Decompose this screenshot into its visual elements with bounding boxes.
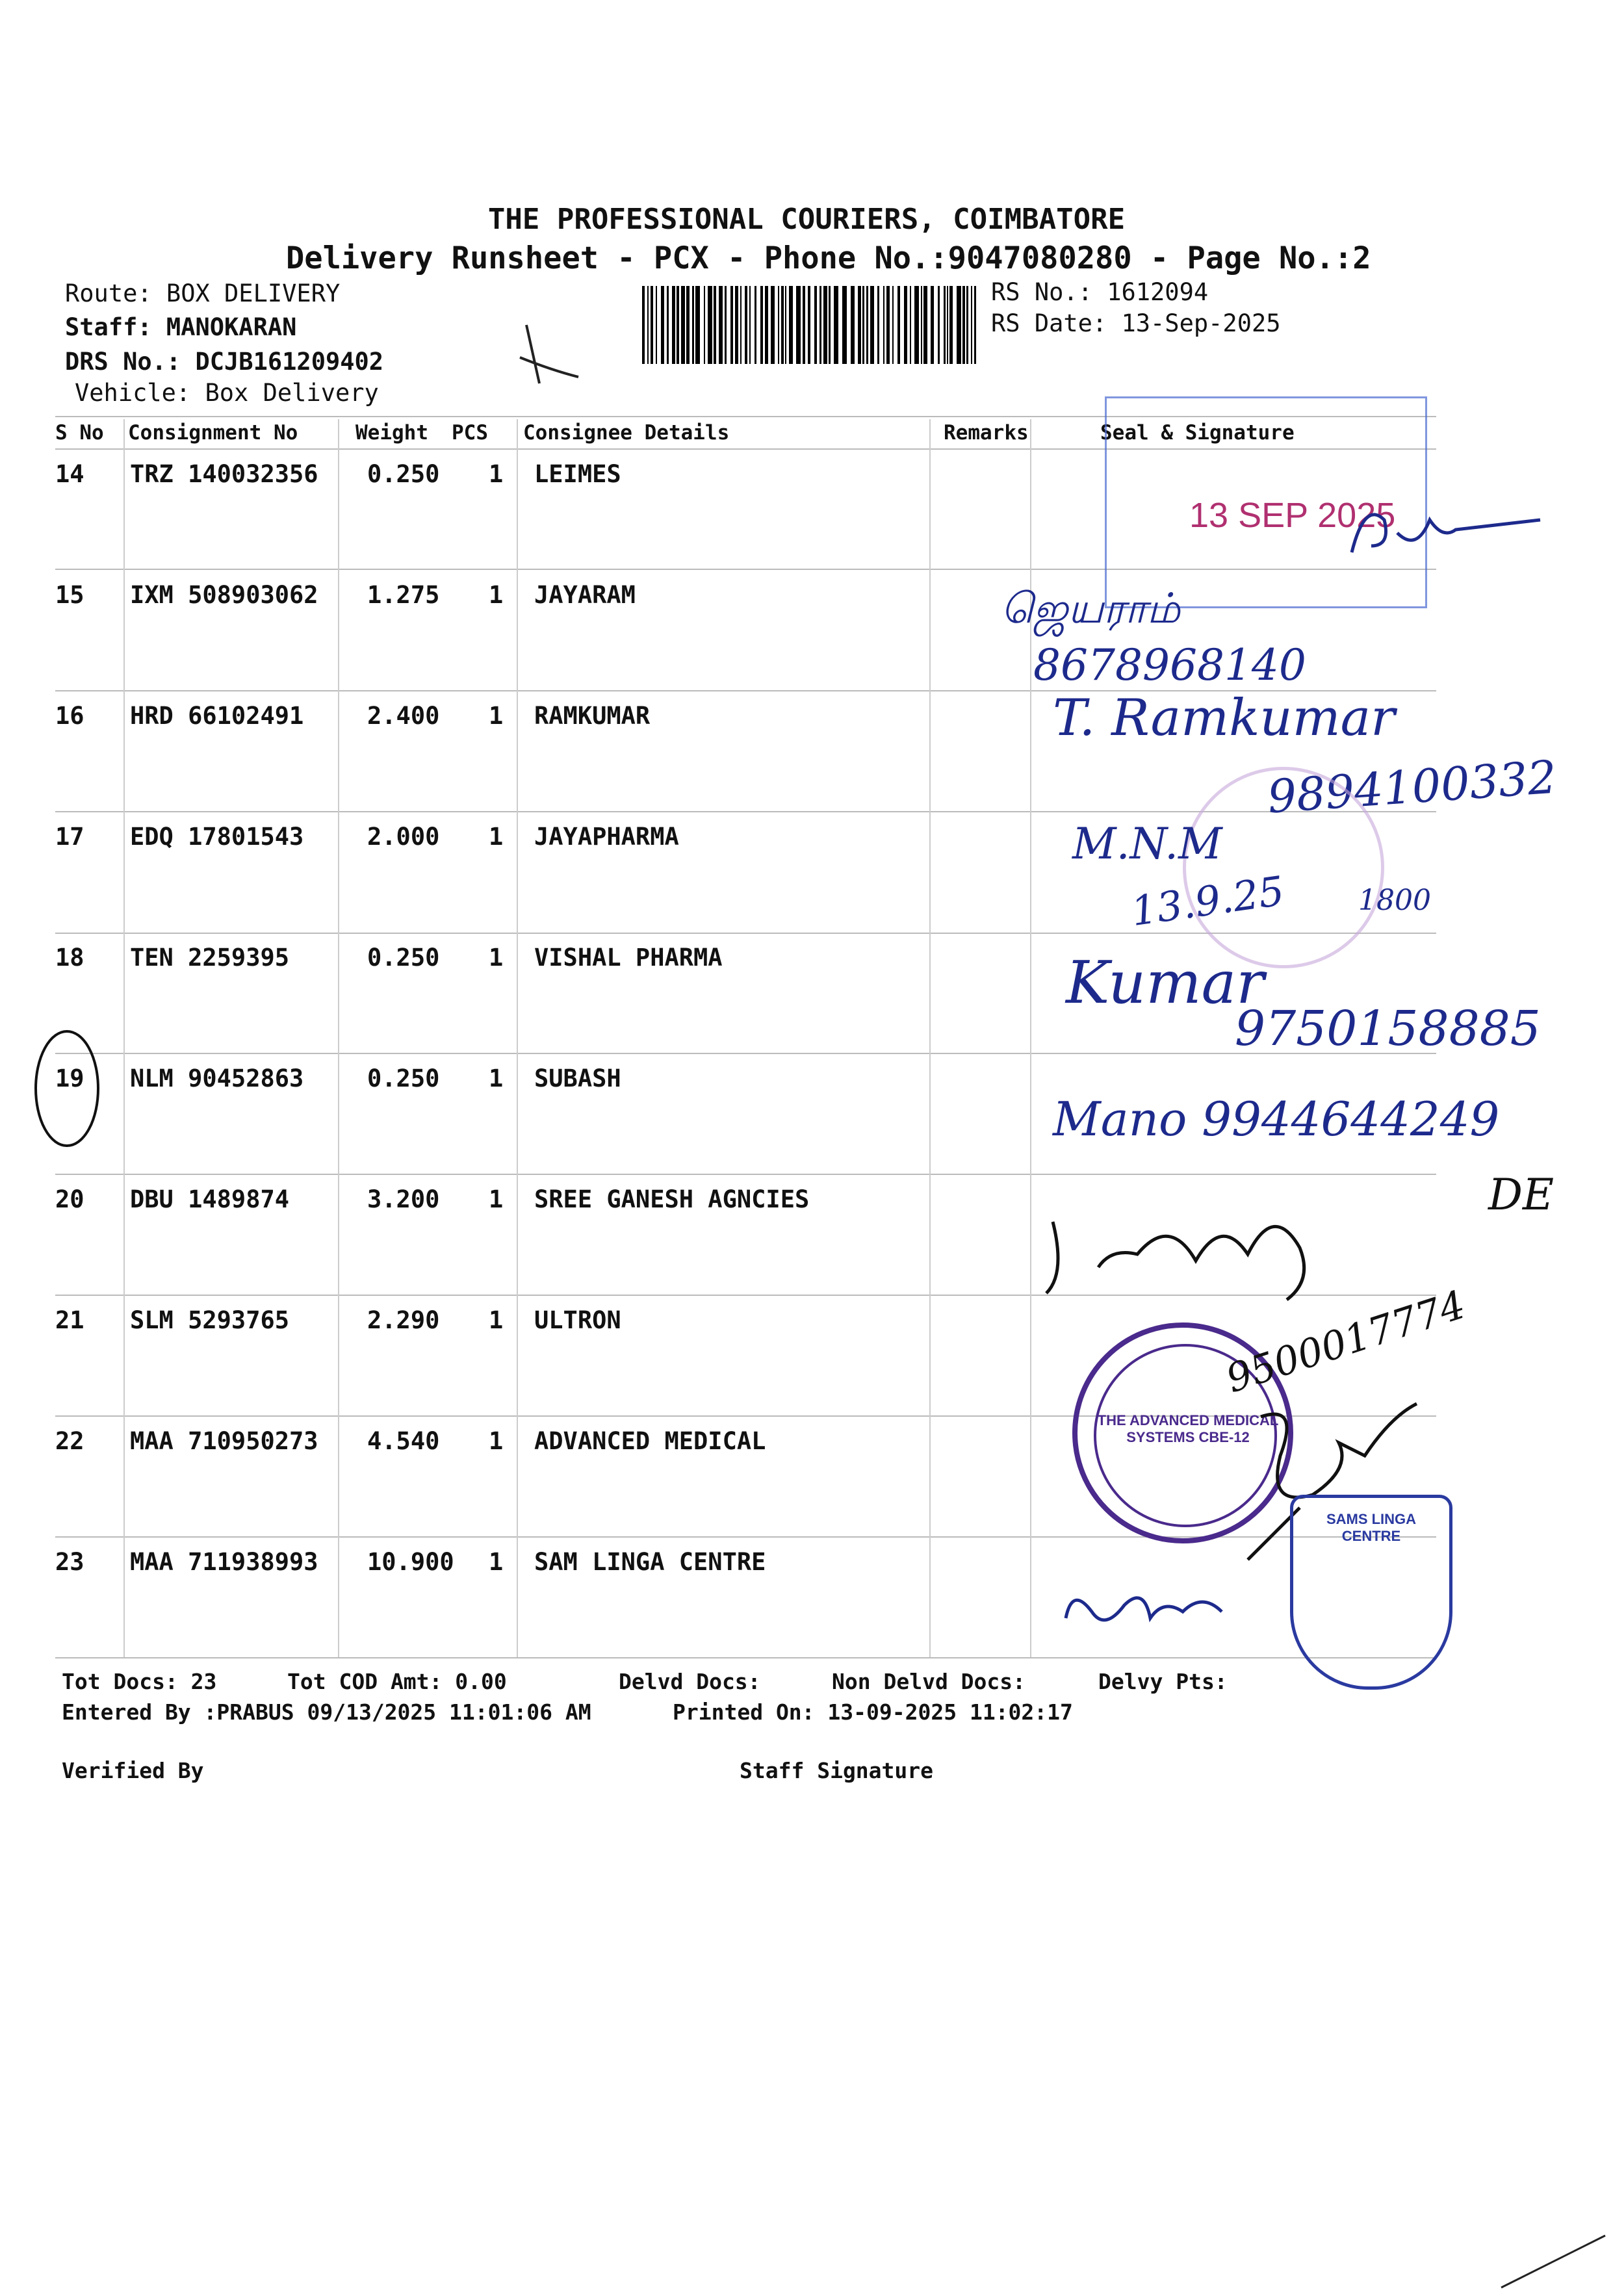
barcode-bar — [819, 286, 821, 364]
barcode-bar — [642, 286, 645, 364]
table-bottom-rule — [55, 1657, 1436, 1658]
drs-number: DRS No.: DCJB161209402 — [65, 348, 384, 376]
barcode-bar — [931, 286, 934, 364]
stamp-text: SAMS LINGA CENTRE — [1326, 1511, 1417, 1544]
row-consignee: SREE GANESH AGNCIES — [534, 1185, 810, 1213]
row-consignee: RAMKUMAR — [534, 702, 651, 730]
barcode-bar — [695, 286, 700, 364]
row-weight: 0.250 — [367, 944, 440, 972]
barcode-bar — [974, 286, 976, 364]
barcode-bar — [725, 286, 727, 364]
row-pcs: 1 — [489, 581, 504, 609]
barcode-bar — [947, 286, 948, 364]
row-sno: 21 — [55, 1306, 84, 1334]
barcode-bar — [672, 286, 675, 364]
handwritten-note: Kumar — [1066, 949, 1265, 1017]
row-weight: 0.250 — [367, 1064, 440, 1092]
total-cod-amount: Tot COD Amt: 0.00 — [287, 1669, 507, 1694]
row-sno: 18 — [55, 944, 84, 972]
handwritten-phone: 9894100332 — [1265, 750, 1558, 824]
barcode-bar — [910, 286, 911, 364]
handwritten-note: M.N.M — [1072, 819, 1222, 869]
row-consignment-no: TEN 2259395 — [130, 944, 290, 972]
barcode-bar — [760, 286, 763, 364]
handwritten-initials: DE — [1488, 1170, 1555, 1220]
barcode-bar — [771, 286, 775, 364]
row-sno: 23 — [55, 1548, 84, 1576]
col-pcs: PCS — [452, 421, 488, 445]
row-consignee: SAM LINGA CENTRE — [534, 1548, 766, 1576]
row-sno: 19 — [55, 1064, 84, 1092]
row-pcs: 1 — [489, 460, 504, 488]
handwritten-note: ஜெயராம் — [1001, 585, 1181, 633]
barcode-bar — [808, 286, 810, 364]
barcode-bar — [938, 286, 940, 364]
row-consignment-no: HRD 66102491 — [130, 702, 304, 730]
barcode-bar — [735, 286, 738, 364]
col-consignment: Consignment No — [128, 421, 298, 445]
delivery-points: Delvy Pts: — [1098, 1669, 1228, 1694]
row-consignee: ULTRON — [534, 1306, 621, 1334]
col-divider — [517, 419, 518, 1657]
row-consignee: VISHAL PHARMA — [534, 944, 723, 972]
row-consignment-no: SLM 5293765 — [130, 1306, 290, 1334]
runsheet-subtitle: Delivery Runsheet - PCX - Phone No.:9047080280 - Page No.:2 — [286, 240, 1371, 276]
barcode-bar — [647, 286, 649, 364]
sams-linga-stamp — [1290, 1495, 1452, 1690]
row-pcs: 1 — [489, 702, 504, 730]
col-seal-signature: Seal & Signature — [1100, 421, 1295, 445]
col-divider — [123, 419, 125, 1657]
handwritten-phone: 8678968140 — [1033, 640, 1306, 690]
barcode-bar — [745, 286, 747, 364]
barcode-bar — [851, 286, 855, 364]
handwritten-phone: 9750158885 — [1235, 1001, 1541, 1057]
row-pcs: 1 — [489, 1548, 504, 1576]
row-weight: 4.540 — [367, 1427, 440, 1455]
row-consignee: ADVANCED MEDICAL — [534, 1427, 766, 1455]
barcode-bar — [971, 286, 972, 364]
barcode-bar — [749, 286, 751, 364]
barcode-bar — [661, 286, 664, 364]
col-consignee: Consignee Details — [523, 421, 730, 445]
col-weight: Weight — [355, 421, 428, 445]
company-title: THE PROFESSIONAL COURIERS, COIMBATORE — [487, 203, 1126, 236]
barcode-bar — [883, 286, 884, 364]
seal-text: THE ADVANCED MEDICAL SYSTEMS CBE-12 — [1097, 1412, 1279, 1445]
barcode-bar — [858, 286, 861, 364]
barcode-bar — [704, 286, 705, 364]
barcode-bar — [656, 286, 657, 364]
barcode-bar — [834, 286, 838, 364]
total-docs: Tot Docs: 23 — [62, 1669, 217, 1694]
row-consignee: JAYARAM — [534, 581, 636, 609]
barcode-bar — [681, 286, 685, 364]
barcode-bar — [949, 286, 953, 364]
barcode-bar — [866, 286, 868, 364]
row-pcs: 1 — [489, 1064, 504, 1092]
row-sno: 17 — [55, 823, 84, 851]
row-consignee: LEIMES — [534, 460, 621, 488]
barcode-bar — [897, 286, 900, 364]
barcode-bar — [886, 286, 890, 364]
row-sno: 20 — [55, 1185, 84, 1213]
row-consignment-no: MAA 711938993 — [130, 1548, 318, 1576]
barcode-bar — [692, 286, 694, 364]
handwritten-note: 13.9.25 — [1128, 866, 1287, 936]
row-pcs: 1 — [489, 944, 504, 972]
barcode-bar — [803, 286, 805, 364]
barcode-bar — [923, 286, 927, 364]
printed-on: Printed On: 13-09-2025 11:02:17 — [673, 1699, 1073, 1725]
barcode-bar — [862, 286, 864, 364]
barcode-bar — [796, 286, 801, 364]
row-pcs: 1 — [489, 1306, 504, 1334]
signature-23 — [1053, 1573, 1248, 1644]
row-consignment-no: MAA 710950273 — [130, 1427, 318, 1455]
row-consignment-no: NLM 90452863 — [130, 1064, 304, 1092]
barcode-bar — [755, 286, 756, 364]
row-pcs: 1 — [489, 823, 504, 851]
row-weight: 3.200 — [367, 1185, 440, 1213]
date-stamp: 13 SEP 2025 — [1189, 496, 1396, 535]
row-divider — [55, 1053, 1436, 1054]
row-consignment-no: EDQ 17801543 — [130, 823, 304, 851]
staff-signature-label: Staff Signature — [740, 1758, 934, 1783]
barcode-bar — [870, 286, 874, 364]
barcode-bar — [778, 286, 779, 364]
row-weight: 2.290 — [367, 1306, 440, 1334]
pen-tick-mark — [513, 318, 585, 390]
row-sno: 14 — [55, 460, 84, 488]
barcode-bar — [823, 286, 827, 364]
barcode-bar — [785, 286, 786, 364]
rs-number: RS No.: 1612094 — [991, 278, 1209, 306]
row-sno: 22 — [55, 1427, 84, 1455]
route-label: Route: BOX DELIVERY — [65, 279, 341, 307]
entered-by: Entered By :PRABUS 09/13/2025 11:01:06 AM — [62, 1699, 591, 1725]
col-sno: S No — [55, 421, 104, 445]
barcode-bar — [708, 286, 712, 364]
row-weight: 10.900 — [367, 1548, 454, 1576]
handwritten-phone: 9500017774 — [1220, 1282, 1471, 1402]
page-corner-mark — [1495, 2223, 1612, 2294]
col-divider — [338, 419, 339, 1657]
barcode-bar — [842, 286, 847, 364]
barcode-bar — [892, 286, 894, 364]
handwritten-note: 1800 — [1358, 884, 1431, 917]
col-remarks: Remarks — [944, 421, 1029, 445]
barcode-bar — [719, 286, 723, 364]
row-weight: 2.000 — [367, 823, 440, 851]
non-delivered-docs: Non Delvd Docs: — [832, 1669, 1026, 1694]
row-pcs: 1 — [489, 1185, 504, 1213]
row-consignment-no: DBU 1489874 — [130, 1185, 290, 1213]
barcode-bar — [740, 286, 742, 364]
row-weight: 1.275 — [367, 581, 440, 609]
barcode-bar — [814, 286, 817, 364]
staff-label: Staff: MANOKARAN — [65, 313, 297, 341]
row-consignee: SUBASH — [534, 1064, 621, 1092]
col-divider — [929, 419, 931, 1657]
barcode-bar — [730, 286, 733, 364]
barcode-bar — [944, 286, 946, 364]
barcode-bar — [966, 286, 968, 364]
row-consignment-no: IXM 508903062 — [130, 581, 318, 609]
barcode-bar — [829, 286, 831, 364]
row-sno: 15 — [55, 581, 84, 609]
barcode-bar — [789, 286, 793, 364]
row-pcs: 1 — [489, 1427, 504, 1455]
barcode-bar — [677, 286, 679, 364]
row-divider — [55, 1174, 1436, 1175]
barcode-bar — [765, 286, 768, 364]
barcode-bar — [781, 286, 784, 364]
handwritten-note: T. Ramkumar — [1053, 689, 1395, 747]
verified-by: Verified By — [62, 1758, 204, 1783]
barcode-bar — [914, 286, 919, 364]
vehicle-label: Vehicle: Box Delivery — [75, 379, 379, 407]
row-weight: 2.400 — [367, 702, 440, 730]
barcode-bar — [904, 286, 907, 364]
barcode-bar — [921, 286, 922, 364]
barcode-bar — [651, 286, 653, 364]
pen-circle-mark — [29, 1024, 107, 1154]
rs-date: RS Date: 13-Sep-2025 — [991, 309, 1281, 337]
barcode-bar — [957, 286, 961, 364]
row-consignment-no: TRZ 140032356 — [130, 460, 318, 488]
barcode-bar — [686, 286, 690, 364]
barcode-bar — [714, 286, 716, 364]
delivered-docs: Delvd Docs: — [619, 1669, 761, 1694]
row-consignee: JAYAPHARMA — [534, 823, 679, 851]
signature-20 — [1040, 1176, 1339, 1306]
row-sno: 16 — [55, 702, 84, 730]
handwritten-note: Mano 9944644249 — [1053, 1092, 1500, 1146]
row-weight: 0.250 — [367, 460, 440, 488]
barcode-bar — [877, 286, 879, 364]
signature-14 — [1345, 494, 1553, 565]
barcode-bar — [962, 286, 965, 364]
barcode-bar — [667, 286, 669, 364]
barcode — [642, 286, 980, 364]
